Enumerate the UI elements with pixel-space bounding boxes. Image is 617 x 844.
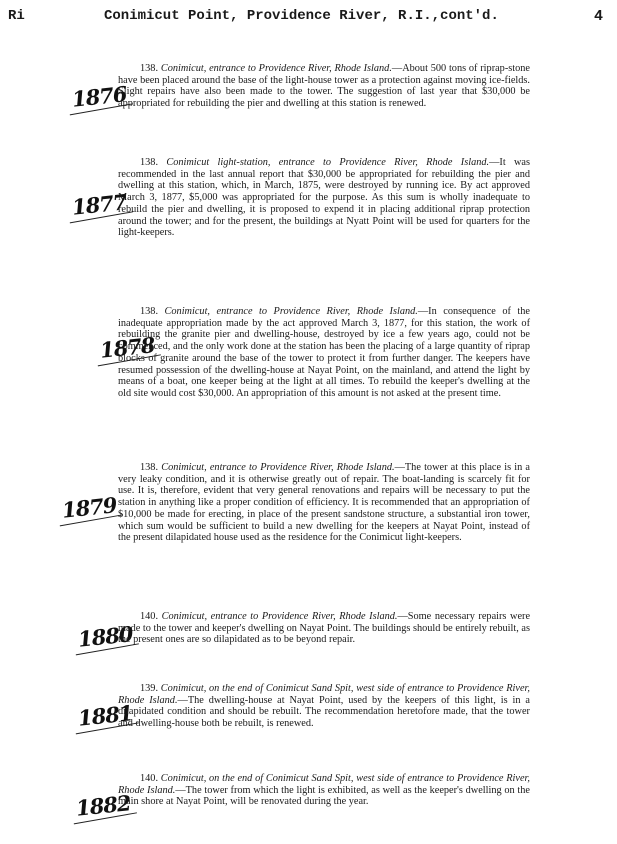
entry-1880: 140. Conimicut, entrance to Providence River, Rhode Island.—Some necessary repairs were made to the tower and keeper's dwelling on Nayat Point. The buildings should be entirely rebuilt, as the present ones are so dilapidated as to be beyond repair.: [118, 611, 531, 646]
entry-1877: 138. Conimicut light-station, entrance to Providence River, Rhode Island.—It was recommended in the last annual report that $30,000 be appropriated for rebuilding the pier and dwelling at this station, which, in March, 1875, were destroyed by running ice. By act approved March 3, 1877, $5,000 was appropriated for the purpose. As this sum is wholly inadequate to rebuild the pier and dwelling, it is proposed to expend it in placing additional riprap protection around the tower; and for the present, the buildings at Nyatt Point will be used for quarters for the light-keepers.: [118, 157, 530, 239]
handwritten-year-1882: 1882: [75, 790, 132, 821]
entry-1881: 139. Conimicut, on the end of Conimicut Sand Spit, west side of entrance to Providence River, Rhode Island.—The dwelling-house at Nayat Point, used by the keepers of this light, is in a dilapidated condition and should be rebuilt. The recommendation heretofore made, that the tower and dwelling-house both be rebuilt, is renewed.: [118, 683, 531, 730]
page-title: Conimicut Point, Providence River, R.I.,cont'd.: [104, 8, 499, 24]
entry-1879: 138. Conimicut, entrance to Providence River, Rhode Island.—The tower at this place is in a very leaky condition, and it is otherwise greatly out of repair. The boat-landing is scarcely fit for use. It is, therefore, evident that very general renovations and repairs will be necessary to put the station in anything like a proper condition of efficiency. It is recommended that an appropriation of $10,000 be made for erecting, in place of the present sandstone structure, a substantial iron tower, which sum would be sufficient to build a new dwelling for the keepers at Nayat Point, instead of the present dilapidated house used as the residence for the Conimicut light-keepers.: [118, 462, 531, 544]
handwritten-year-1879: 1879: [61, 492, 118, 523]
header-left-mark: Ri: [8, 8, 25, 24]
handwritten-year-1876: 1876: [71, 81, 128, 112]
handwritten-year-1881: 1881: [77, 700, 134, 731]
handwritten-year-1877: 1877: [71, 189, 128, 220]
page-number: 4: [594, 8, 604, 25]
page-header: [0, 8, 617, 28]
handwritten-year-1880: 1880: [77, 621, 134, 652]
entry-1882: 140. Conimicut, on the end of Conimicut Sand Spit, west side of entrance to Providence River, Rhode Island.—The tower from which the light is exhibited, as well as the keeper's dwelling on the main shore at Nayat Point, will be renovated during the year.: [118, 773, 530, 808]
entry-1876: 138. Conimicut, entrance to Providence River, Rhode Island.—About 500 tons of riprap-stone have been placed around the base of the light-house tower as a protection against moving ice-fields. Slight repairs have also been made to the tower. The suggestion of last year that $30,000 be appropriated for rebuilding the pier and dwelling at this station is renewed.: [118, 63, 530, 110]
entry-1878: 138. Conimicut, entrance to Providence River, Rhode Island.—In consequence of the inadequate appropriation made by the act approved March 3, 1877, for this station, the work of rebuilding the granite pier and dwelling-house, destroyed by ice a few years ago, could not be commenced, and the only work done at the station has been the placing of a large quantity of riprap blocks of granite around the base of the tower to protect it from further danger. The keepers have resumed possession of the dwelling-house at Nayat Point, on the mainland, and attend the light by means of a boat, one keeper being at the light at all times. To rebuild the keeper's dwelling at the old site would cost $30,000. An appropriation of this amount is not asked at the present time.: [118, 306, 530, 399]
handwritten-year-1878: 1878: [99, 332, 156, 363]
